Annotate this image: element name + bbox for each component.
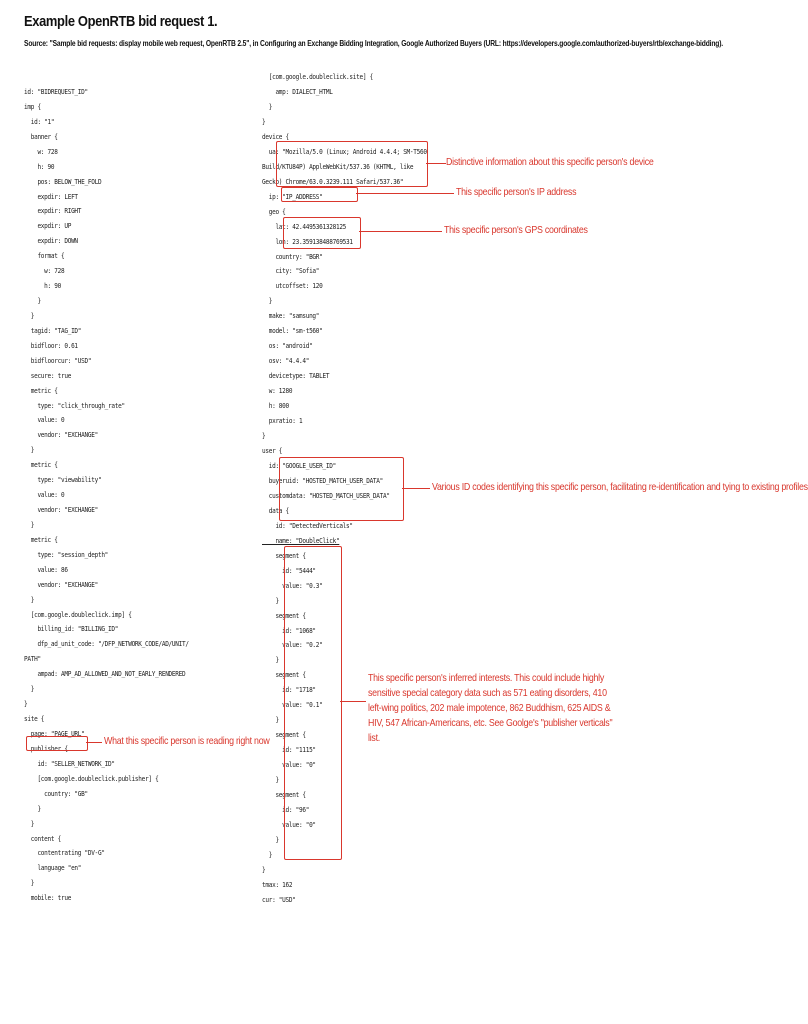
left-code-line: imp { (24, 101, 41, 111)
right-code-line: value: "0.3" (262, 580, 323, 590)
right-code-line: } (262, 849, 273, 859)
right-code-line: id: "DetectedVerticals" (262, 520, 353, 530)
left-code-line: value: 0 (24, 490, 65, 500)
device-ua-highlight (276, 141, 428, 187)
left-code-line: pos: BELOW_THE_FOLD (24, 176, 102, 186)
right-code-line: amp: DIALECT_HTML (262, 86, 333, 96)
right-code-line: lon: 23.359138488769531 (262, 236, 353, 246)
left-code-line: } (24, 445, 35, 455)
left-code-line: value: 0 (24, 415, 65, 425)
left-code-line: } (24, 878, 35, 888)
page-url-highlight (26, 736, 88, 751)
right-code-line: value: "0" (262, 760, 316, 770)
right-code-line: } (262, 655, 279, 665)
left-code-line: expdir: DOWN (24, 236, 78, 246)
left-code-line: dfp_ad_unit_code: "/DFP_NETWORK_CODE/AD/UNIT/ (24, 639, 189, 649)
left-code-line: vendor: "EXCHANGE" (24, 430, 98, 440)
right-code-line: buyeruid: "HOSTED_MATCH_USER_DATA" (262, 475, 384, 485)
right-code-line: ua: "Mozilla/5.0 (Linux; Android 4.4.4; SM-T560 (262, 146, 427, 156)
right-code-line: segment { (262, 670, 306, 680)
left-code-line: id: "BIDREQUEST_ID" (24, 87, 88, 96)
left-code-line: h: 90 (24, 161, 55, 171)
right-code-line: id: "1718" (262, 685, 316, 695)
left-code-line: metric { (24, 385, 58, 395)
right-code-line: id: "1068" (262, 625, 316, 635)
left-code-line: language "en" (24, 863, 82, 873)
right-code-line: segment { (262, 610, 306, 620)
right-code-line: make: "samsung" (262, 311, 320, 321)
left-code-line: } (24, 310, 35, 320)
right-code-line: [com.google.doubleclick.site] { (262, 72, 373, 81)
left-code-line: banner { (24, 131, 58, 141)
left-code-line: tagid: "TAG_ID" (24, 325, 82, 335)
right-code-line: Gecko) Chrome/63.0.3239.111 Safari/537.36" (262, 176, 404, 186)
right-code-line: w: 1280 (262, 386, 293, 396)
left-code-line: expdir: UP (24, 221, 72, 231)
gps-leader-line (359, 231, 442, 232)
right-code-line: country: "BGR" (262, 251, 323, 261)
left-code-line: } (24, 699, 28, 709)
right-code-line: ip: "IP_ADDRESS" (262, 191, 323, 201)
right-code-line: city: "Sofia" (262, 266, 320, 276)
right-code-line: lat: 42.4495361328125 (262, 221, 347, 231)
left-code-line: metric { (24, 534, 58, 544)
right-code-line: customdata: "HOSTED_MATCH_USER_DATA" (262, 490, 390, 500)
right-code-line: } (262, 864, 266, 874)
left-code-line: page: "PAGE_URL" (24, 728, 85, 738)
left-code-line: id: "1" (24, 116, 55, 126)
right-code-line: os: "android" (262, 341, 313, 351)
right-code-line: value: "0.2" (262, 640, 323, 650)
gps-highlight (283, 217, 361, 249)
right-code-line: tmax: 162 (262, 879, 293, 889)
left-code-line: PATH" (24, 654, 41, 664)
left-code-line: type: "viewability" (24, 475, 102, 485)
right-code-line: } (262, 431, 266, 441)
device-leader-line (426, 163, 446, 164)
left-code-line: billing_id: "BILLING_ID" (24, 624, 119, 634)
ids-leader-line (402, 488, 430, 489)
right-code-line: model: "sm-t560" (262, 326, 323, 336)
left-code-line: content { (24, 833, 61, 843)
left-code-line: } (24, 684, 35, 694)
right-code-line: } (262, 116, 266, 126)
right-code-line: name: "DoubleClick" (262, 535, 340, 545)
left-code-line: w: 728 (24, 266, 65, 276)
left-code-line: } (24, 519, 35, 529)
left-code-line: country: "GB" (24, 788, 88, 798)
left-code-line: bidfloor: 0.61 (24, 340, 78, 350)
document-title: Example OpenRTB bid request 1. (24, 13, 218, 30)
left-code-line: vendor: "EXCHANGE" (24, 579, 98, 589)
left-code-line: ampad: AMP_AD_ALLOWED_AND_NOT_EARLY_RENDERED (24, 669, 186, 679)
left-code-line: bidfloorcur: "USD" (24, 355, 92, 365)
left-code-line: expdir: LEFT (24, 191, 78, 201)
right-code-line: value: "0" (262, 820, 316, 829)
ip-annotation: This specific person's IP address (456, 187, 577, 198)
right-code-line: } (262, 715, 279, 725)
left-code-line: mobile: true (24, 893, 72, 903)
right-code-line: data { (262, 505, 289, 515)
right-code-line: cur: "USD" (262, 894, 296, 904)
left-code-line: w: 728 (24, 146, 58, 156)
right-code-line: } (262, 595, 279, 605)
right-code-line: user { (262, 446, 283, 455)
left-code-line: format { (24, 251, 65, 261)
right-code-line: h: 800 (262, 401, 289, 411)
left-code-line: h: 90 (24, 281, 61, 291)
left-code-line: } (24, 296, 41, 306)
right-code-line: id: "5444" (262, 565, 316, 575)
gps-annotation: This specific person's GPS coordinates (444, 225, 588, 236)
left-code-line: [com.google.doubleclick.imp] { (24, 609, 132, 619)
left-code-line: contentrating "DV-G" (24, 848, 105, 858)
right-code-line: devicetype: TABLET (262, 371, 330, 381)
left-code-line: id: "SELLER_NETWORK_ID" (24, 758, 115, 768)
page-leader-line (86, 742, 102, 743)
right-code-line: } (262, 296, 273, 306)
ip-highlight (281, 187, 358, 202)
source-citation: Source: "Sample bid requests: display mobile web request, OpenRTB 2.5", in Configuring an Exchange Bidding Integration, Google Authorized Buyers (URL: https://developers.google.com/authorized-buyers/rtb/exchange-bidding). (24, 38, 724, 48)
left-code-line: metric { (24, 460, 58, 470)
right-code-line: geo { (262, 206, 286, 216)
left-code-line: vendor: "EXCHANGE" (24, 505, 98, 515)
segments-highlight (284, 546, 342, 860)
right-code-line: value: "0.1" (262, 700, 323, 710)
left-code-line: } (24, 803, 41, 813)
ip-leader-line (356, 193, 454, 194)
left-code-line: expdir: RIGHT (24, 206, 82, 216)
left-code-line: } (24, 594, 35, 604)
right-code-line: osv: "4.4.4" (262, 356, 310, 366)
left-code-line: site { (24, 714, 45, 724)
right-code-line: } (262, 101, 273, 111)
left-code-line: [com.google.doubleclick.publisher] { (24, 773, 159, 783)
left-code-line: value: 86 (24, 564, 68, 574)
right-code-line: Build/KTU84P) AppleWebKit/537.36 (KHTML, like (262, 161, 414, 171)
left-code-line: secure: true (24, 370, 72, 380)
interests-annotation: This specific person's inferred interests. This could include highly sensitive special category data such as 571 eating disorders, 410 left-wing politics, 202 male impotence, 862 Buddhism, 625 AIDS & HIV, 547 African-Americans, etc. See Goolge's "publisher verticals" list. (368, 673, 613, 744)
right-code-line: device { (262, 131, 289, 141)
right-code-line: } (262, 775, 279, 785)
left-code-line: type: "session_depth" (24, 549, 109, 559)
ids-annotation: Various ID codes identifying this specific person, facilitating re-identification and tying to existing profiles (432, 482, 808, 493)
left-code-line: } (24, 818, 35, 828)
user-ids-highlight (279, 457, 404, 521)
right-code-line: pxratio: 1 (262, 416, 303, 426)
right-code-line: id: "1115" (262, 745, 316, 755)
right-code-line: id: "96" (262, 805, 310, 815)
right-code-line: id: "GOOGLE_USER_ID" (262, 460, 336, 470)
right-code-line: } (262, 834, 279, 844)
device-annotation: Distinctive information about this specific person's device (446, 157, 654, 168)
page-annotation: What this specific person is reading right now (104, 736, 270, 747)
right-code-line: segment { (262, 790, 306, 800)
left-code-line: publisher { (24, 743, 68, 753)
left-code-line: type: "click_through_rate" (24, 400, 125, 410)
interests-leader-line (340, 701, 366, 702)
right-code-line: segment { (262, 550, 306, 560)
right-code-line: segment { (262, 730, 306, 740)
right-code-line: utcoffset: 120 (262, 281, 323, 291)
